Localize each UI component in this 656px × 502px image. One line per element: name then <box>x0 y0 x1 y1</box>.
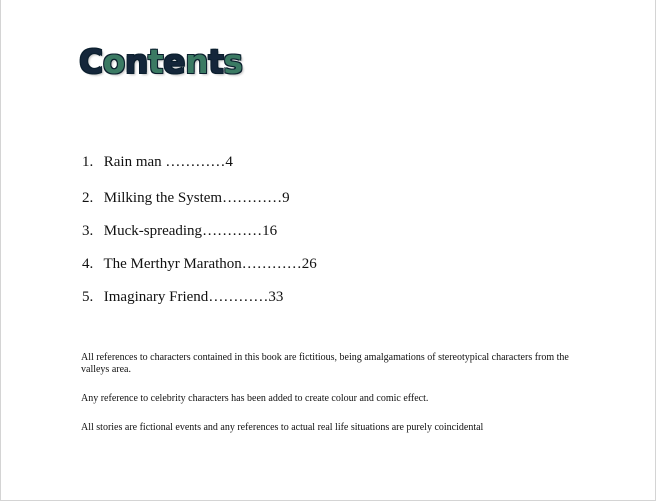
toc-entry-page: 16 <box>262 223 278 239</box>
title-letter: n <box>124 42 148 81</box>
title-letter: C <box>79 42 103 81</box>
page-title <box>79 40 243 84</box>
disclaimer-notes <box>81 352 591 451</box>
toc-entry-number: 3. <box>82 223 94 239</box>
toc-entry-leader: ………… <box>208 289 269 305</box>
toc-entry-title: Rain man <box>103 154 166 170</box>
toc-entry-title: The Merthyr Marathon <box>103 256 242 272</box>
toc-entry-leader: ………… <box>202 223 263 239</box>
toc-entry-title: Muck-spreading <box>103 223 203 239</box>
title-letter: o <box>102 42 125 81</box>
toc-entry-number: 2. <box>82 190 94 206</box>
title-letter: s <box>223 42 243 81</box>
toc-entry-number: 4. <box>82 256 94 272</box>
toc-entry <box>82 253 317 275</box>
disclaimer-paragraph: Any reference to celebrity characters has been added to create colour and comic effect. <box>81 393 429 404</box>
toc-entry-page: 4 <box>225 154 233 170</box>
title-letter: t <box>208 42 224 81</box>
toc-entry <box>82 220 317 242</box>
toc-entry <box>82 151 317 173</box>
title-letter: n <box>185 42 209 81</box>
toc-entry-number: 1. <box>82 154 94 170</box>
table-of-contents <box>82 151 317 308</box>
toc-entry <box>82 286 317 308</box>
toc-entry-number: 5. <box>82 289 94 305</box>
toc-entry-page: 9 <box>282 190 290 206</box>
title-letter: t <box>147 42 164 81</box>
toc-entry-leader: ………… <box>222 190 283 206</box>
toc-entry-title: Milking the System <box>103 190 223 206</box>
toc-entry-leader: ………… <box>241 256 302 272</box>
disclaimer-paragraph: All stories are fictional events and any references to actual real life situations are purely coincidental <box>81 422 484 433</box>
toc-entry-leader: ………… <box>165 154 226 170</box>
toc-entry-page: 26 <box>301 256 317 272</box>
toc-entry <box>82 187 317 209</box>
toc-entry-page: 33 <box>268 289 284 305</box>
toc-entry-title: Imaginary Friend <box>103 289 209 305</box>
title-letter: e <box>163 42 186 81</box>
disclaimer-paragraph: All references to characters contained in this book are fictitious, being amalgamations of stereotypical characters from the valleys area. <box>81 352 569 375</box>
